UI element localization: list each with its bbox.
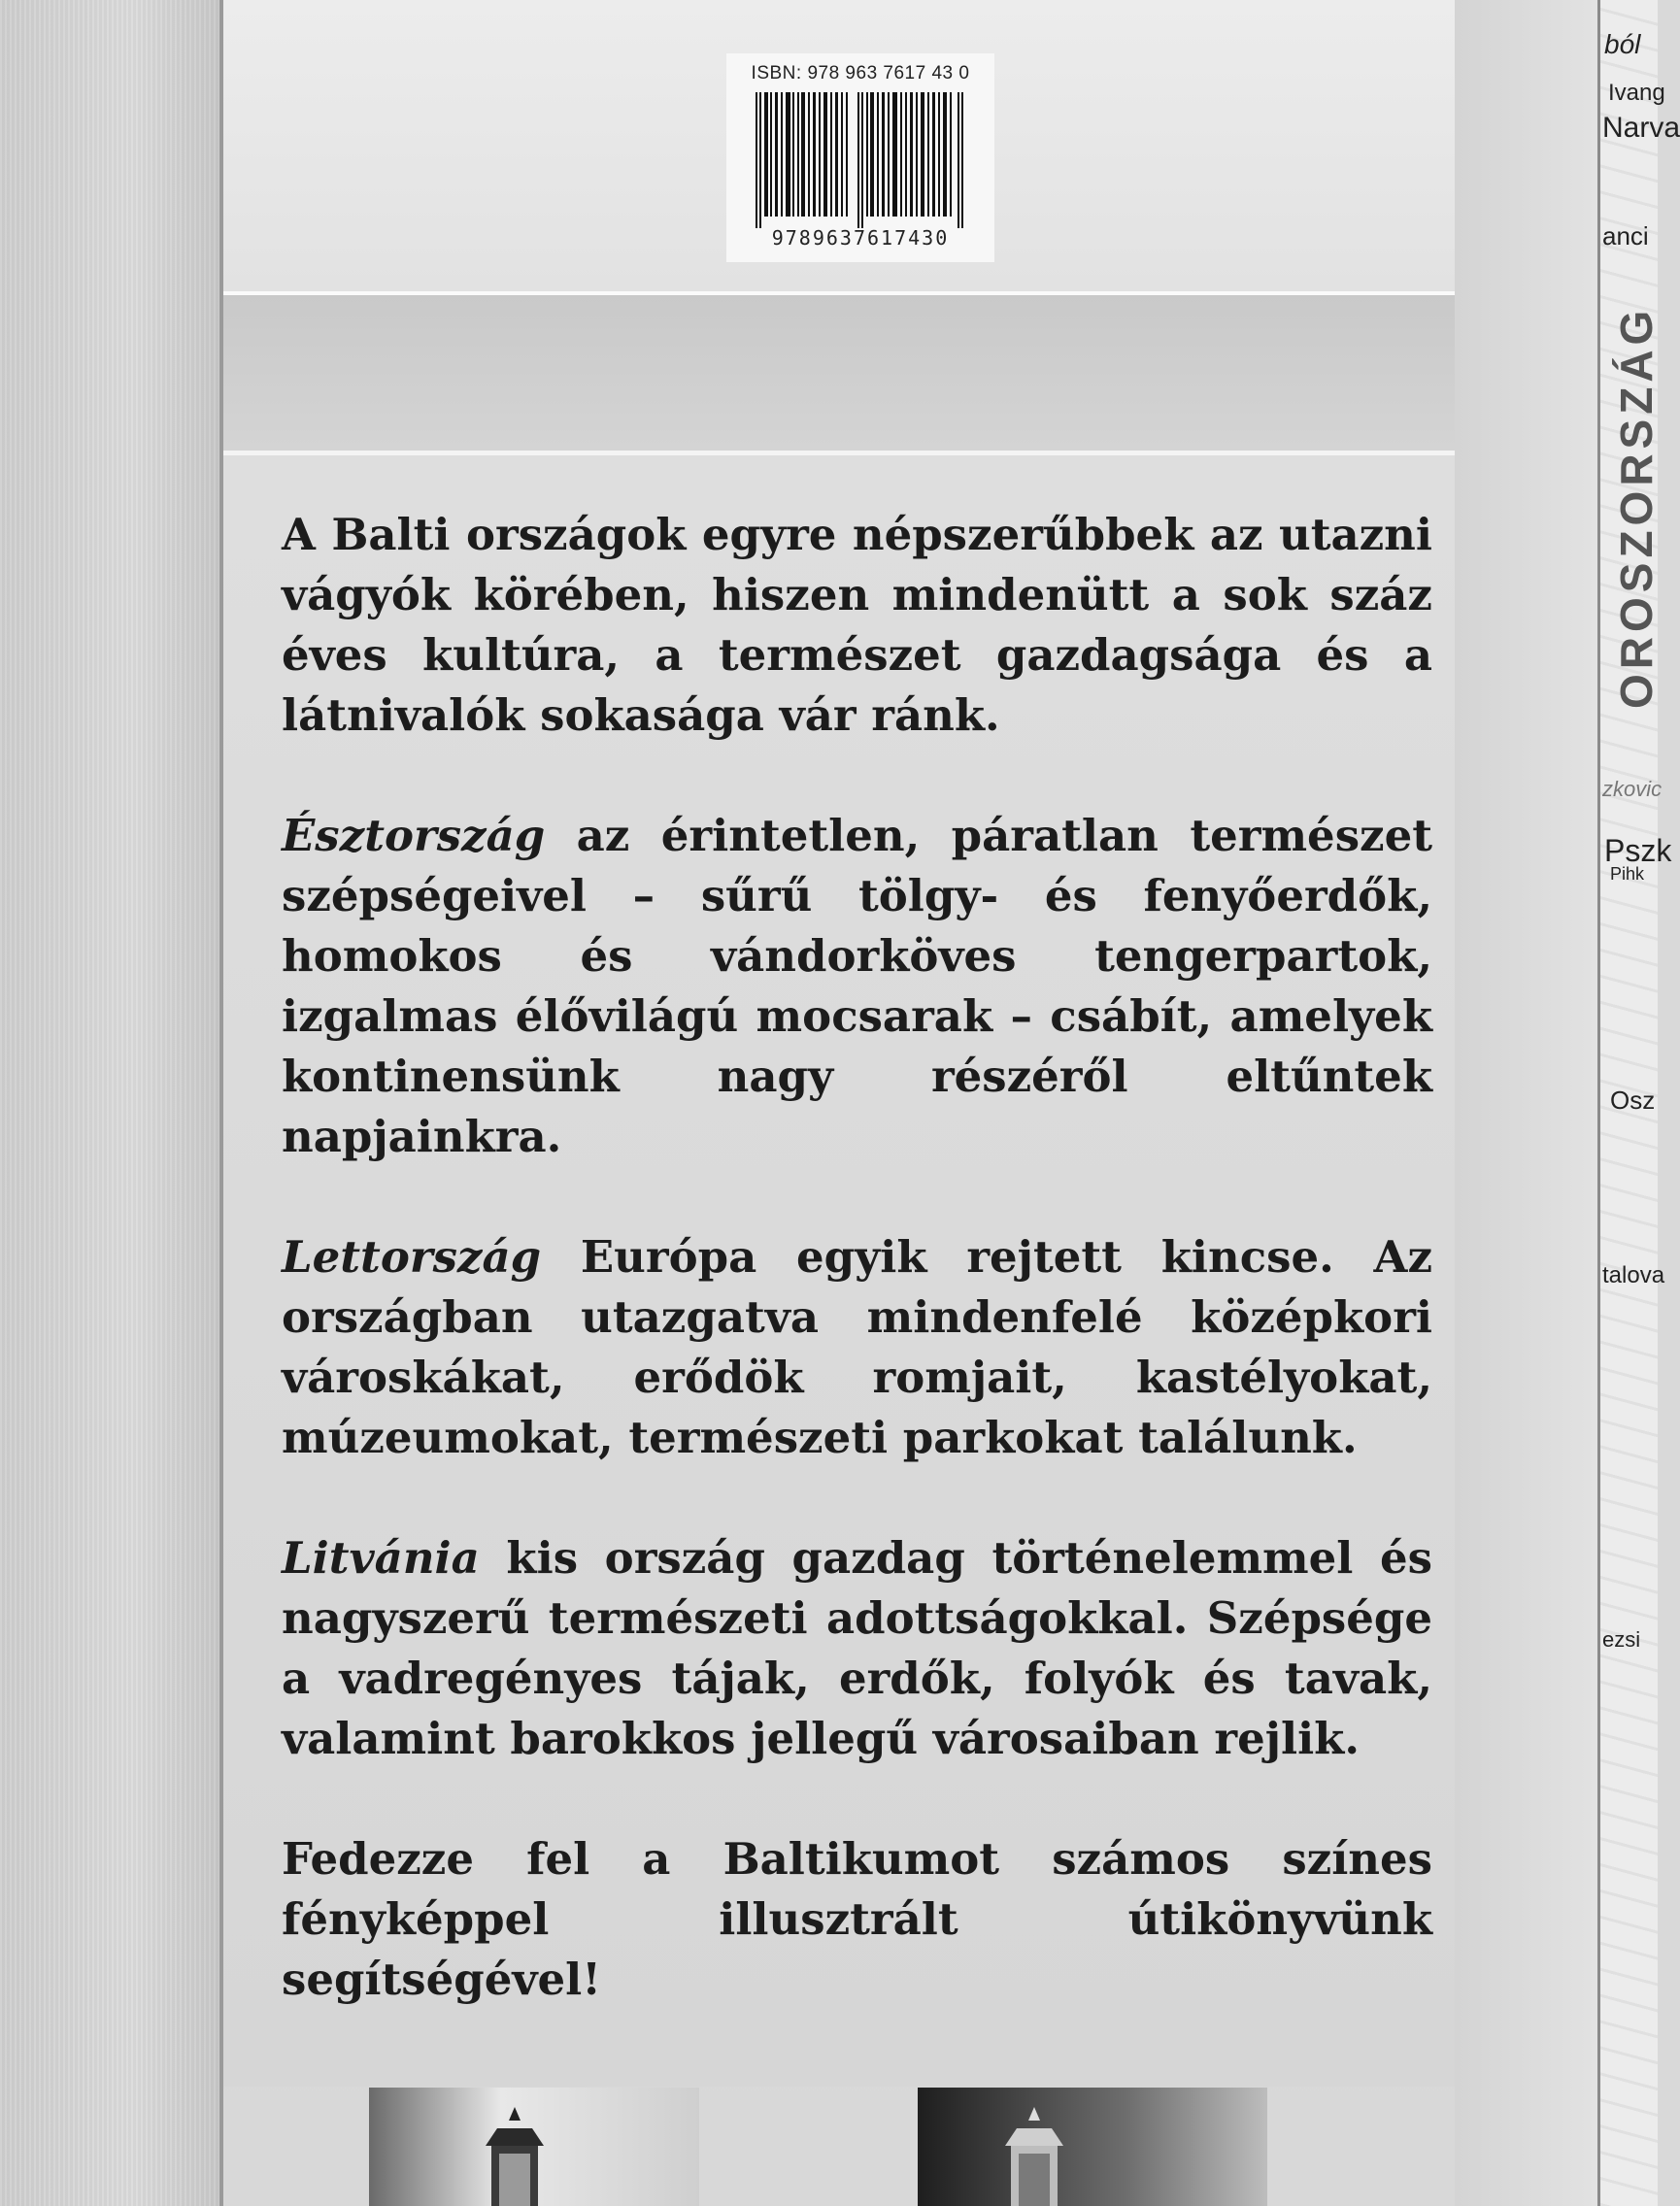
book-back-cover [223, 0, 1597, 2206]
barcode-bars [756, 92, 965, 228]
map-edge [1597, 0, 1680, 2206]
photo-street-lamp-left [369, 2088, 699, 2206]
isbn-label: ISBN: 978 963 7617 43 0 [751, 63, 970, 84]
map-label: Narva [1602, 112, 1680, 144]
map-label: Osz [1610, 1086, 1656, 1115]
cover-right-edge [1455, 0, 1597, 2206]
map-label: talova [1602, 1262, 1665, 1288]
photo-strip [369, 2088, 1340, 2206]
blurb-paragraph-estonia [282, 806, 1432, 1167]
background-wall [0, 0, 223, 2206]
map-label: Pihk [1610, 864, 1645, 884]
blurb-paragraph-lithuania [282, 1528, 1432, 1769]
map-label: ezsi [1602, 1627, 1641, 1652]
lithuania-text: kis ország gazdag történelemmel és nagyszerű természeti adottságokkal. Szépsége a vadregényes tájak, erdők, folyók és tavak, valamint barokkos jellegű városaiban rejlik. [282, 1532, 1432, 1764]
estonia-text: az érintetlen, páratlan természet szépségeivel – sűrű tölgy- és fenyőerdők, homokos és vándorköves tengerpartok, izgalmas élővilágú mocsarak – csábít, amelyek kontinensünk nagy részéről eltűntek napjainkra. [282, 810, 1432, 1162]
lamp-icon [976, 2107, 1092, 2206]
map-label: zkovic [1602, 777, 1663, 801]
country-latvia: Lettország [282, 1231, 542, 1283]
blurb-paragraph-latvia [282, 1227, 1432, 1468]
country-estonia: Észtország [282, 810, 546, 861]
map-label: Ivang [1608, 80, 1665, 106]
photo-street-lamp-right [918, 2088, 1267, 2206]
map-country-label: OROSZORSZÁG [1611, 305, 1662, 709]
map-label: ból [1604, 29, 1641, 59]
blurb-text [282, 505, 1432, 2070]
map-label: anci [1602, 221, 1649, 251]
map-label: Pszk [1604, 833, 1672, 868]
isbn-barcode [726, 53, 994, 262]
barcode-digits: 9789637617430 [771, 226, 950, 250]
blurb-paragraph-intro: A Balti országok egyre népszerűbbek az utazni vágyók körében, hiszen mindenütt a sok száz éves kultúra, a természet gazdagsága és a látnivalók sokasága vár ránk. [282, 509, 1432, 741]
lamp-icon [456, 2107, 573, 2206]
blurb-paragraph-closing: Fedezze fel a Baltikumot számos színes fényképpel illusztrált útikönyvünk segítségével! [282, 1833, 1432, 2005]
country-lithuania: Litvánia [282, 1532, 480, 1584]
latvia-text: Európa egyik rejtett kincse. Az országban utazgatva mindenfelé középkori városkákat, erődök romjait, kastélyokat, múzeumokat, természeti parkokat találunk. [282, 1231, 1432, 1463]
cover-gray-band [223, 295, 1455, 455]
